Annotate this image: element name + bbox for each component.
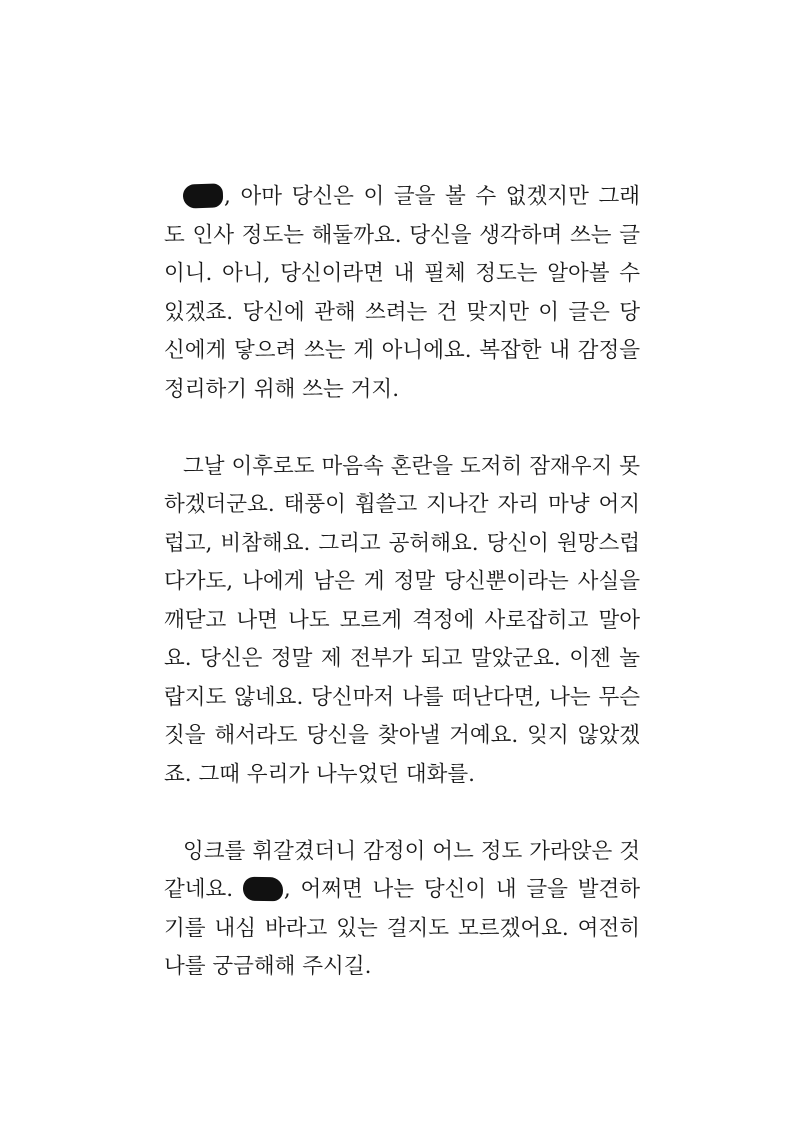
text-line: 하겠더군요. 태풍이 휩쓸고 지나간 자리 마냥 어지 — [164, 492, 640, 517]
text-line: 그날 이후로도 마음속 혼란을 도저히 잠재우지 못 — [183, 453, 640, 479]
text-line: 기를 내심 바라고 있는 걸지도 모르겠어요. 여전히 — [164, 915, 640, 941]
redaction-mark — [243, 877, 283, 902]
text-line: 럽고, 비참해요. 그리고 공허해요. 당신이 원망스럽 — [164, 530, 640, 556]
letter-page — [164, 178, 640, 987]
text-line: 요. 당신은 정말 제 전부가 되고 말았군요. 이젠 놀 — [164, 646, 640, 671]
text-line: 같네요. , 어쩌면 나는 당신이 내 글을 발견하 — [164, 877, 641, 902]
text-line: 정리하기 위해 쓰는 거지. — [164, 376, 400, 402]
text-line: 짓을 해서라도 당신을 찾아낼 거예요. 잊지 않았겠 — [164, 723, 640, 748]
paragraph-1 — [164, 178, 640, 409]
redaction-mark — [183, 183, 224, 208]
text-line: 랍지도 않네요. 당신마저 나를 떠난다면, 나는 무슨 — [164, 684, 640, 710]
text-line: 깨닫고 나면 나도 모르게 격정에 사로잡히고 말아 — [164, 607, 640, 633]
text-line: 신에게 닿으려 쓰는 게 아니에요. 복잡한 내 감정을 — [164, 338, 640, 363]
text-line: 이니. 아니, 당신이라면 내 필체 정도는 알아볼 수 — [164, 261, 640, 286]
text-line: , 아마 당신은 이 글을 볼 수 없겠지만 그래 — [164, 178, 640, 217]
text-line: 다가도, 나에게 남은 게 정말 당신뿐이라는 사실을 — [164, 569, 640, 594]
text-line: 도 인사 정도는 해둘까요. 당신을 생각하며 쓰는 글 — [164, 222, 640, 248]
text-line: 있겠죠. 당신에 관해 쓰려는 건 맞지만 이 글은 당 — [164, 299, 640, 325]
text-line: 잉크를 휘갈겼더니 감정이 어느 정도 가라앉은 것 — [183, 838, 640, 864]
paragraph-3 — [164, 833, 640, 987]
paragraph-2 — [164, 448, 640, 795]
text-line: 나를 궁금해해 주시길. — [164, 954, 372, 979]
text-line: 죠. 그때 우리가 나누었던 대화를. — [164, 761, 476, 787]
